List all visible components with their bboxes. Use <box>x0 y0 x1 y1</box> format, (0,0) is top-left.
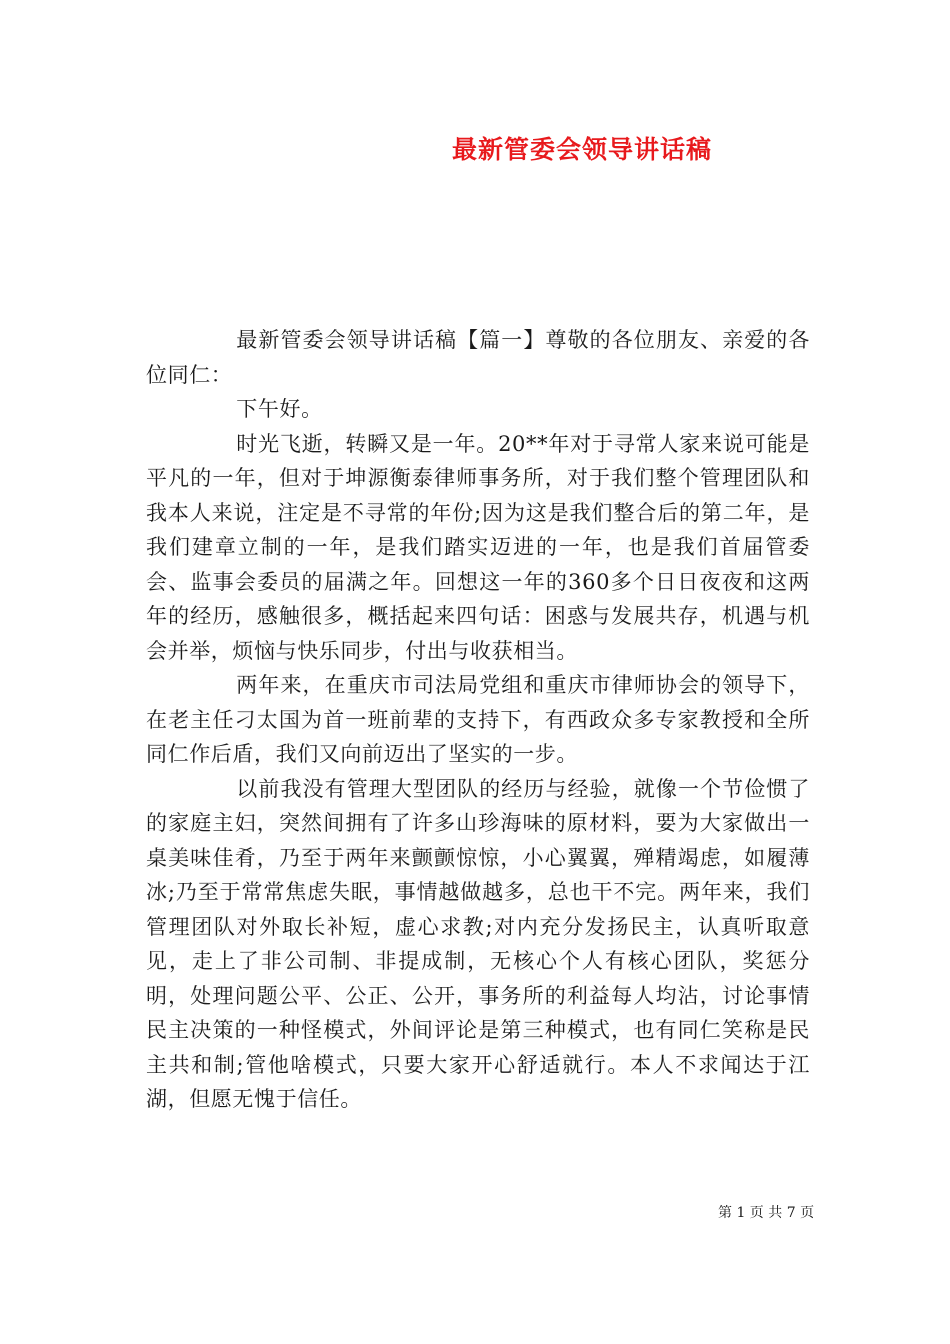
document-body <box>146 323 810 1117</box>
paragraph-review: 时光飞逝，转瞬又是一年。20**年对于寻常人家来说可能是平凡的一年，但对于坤源衡泰律师事务所，对于我们整个管理团队和我本人来说，注定是不寻常的年份;因为这是我们整合后的第二年，是我们建章立制的一年，是我们踏实迈进的一年，也是我们首届管委会、监事会委员的届满之年。回想这一年的360多个日日夜夜和这两年的经历，感触很多，概括起来四句话：困惑与发展共存，机遇与机会并举，烦恼与快乐同步，付出与收获相当。 <box>146 431 810 663</box>
page-number: 第 1 页 共 7 页 <box>718 1205 815 1221</box>
paragraph-management: 以前我没有管理大型团队的经历与经验，就像一个节俭惯了的家庭主妇，突然间拥有了许多山珍海味的原材料，要为大家做出一桌美味佳肴，乃至于两年来颤颤惊惊，小心翼翼，殚精竭虑，如履薄冰;乃至于常常焦虑失眠，事情越做越多，总也干不完。两年来，我们管理团队对外取长补短，虚心求教;对内充分发扬民主，认真听取意见，走上了非公司制、非提成制，无核心个人有核心团队，奖惩分明，处理问题公平、公正、公开，事务所的利益每人均沾，讨论事情民主决策的一种怪模式，外间评论是第三种模式，也有同仁笑称是民主共和制;管他啥模式，只要大家开心舒适就行。本人不求闻达于江湖，但愿无愧于信任。 <box>146 776 810 1111</box>
paragraph-leadership: 两年来，在重庆市司法局党组和重庆市律师协会的领导下，在老主任刁太国为首一班前辈的支持下，有西政众多专家教授和全所同仁作后盾，我们又向前迈出了坚实的一步。 <box>146 673 810 766</box>
document-title: 最新管委会领导讲话稿 <box>452 135 713 164</box>
paragraph-greeting: 下午好。 <box>236 397 323 421</box>
paragraph-opening: 最新管委会领导讲话稿【篇一】尊敬的各位朋友、亲爱的各位同仁： <box>146 328 810 387</box>
